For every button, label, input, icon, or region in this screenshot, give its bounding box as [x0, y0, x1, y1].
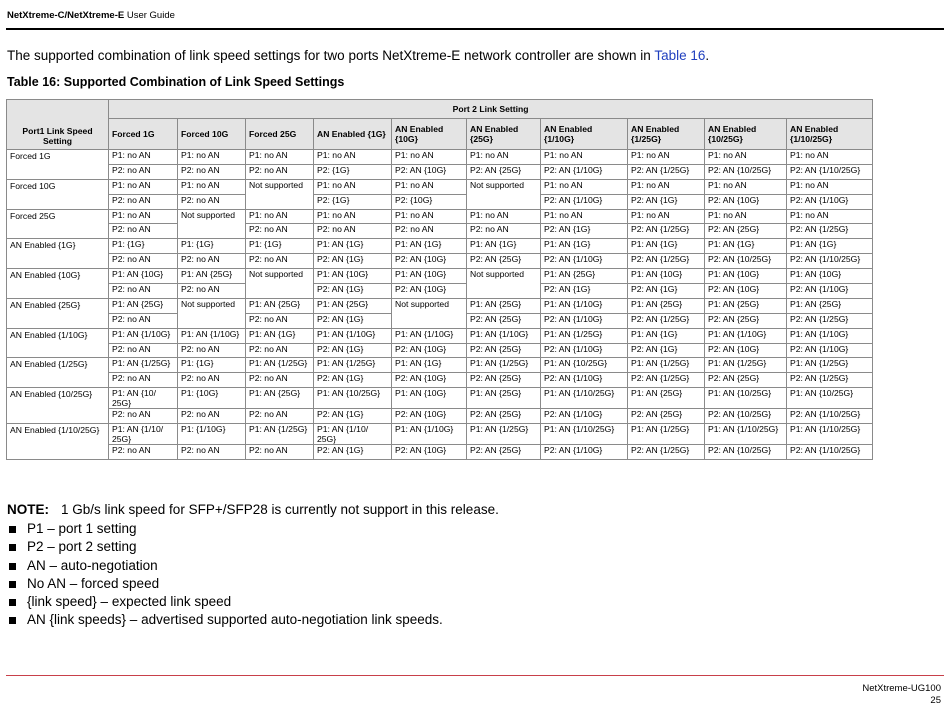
- table-cell: P1: AN {1/10/25G}: [705, 424, 787, 445]
- table-cell: P1: no AN: [541, 150, 628, 165]
- table-cell: P1: AN {1G}: [467, 239, 541, 254]
- port1-setting-label: AN Enabled {1/10G}: [7, 328, 109, 358]
- list-item-text: P2 – port 2 setting: [27, 539, 137, 555]
- table-cell: P1: AN {1G}: [541, 239, 628, 254]
- table-cell: P1: AN {1/10G}: [392, 424, 467, 445]
- note: [7, 502, 499, 517]
- table-cell: P1: no AN: [314, 150, 392, 165]
- column-header: AN Enabled {1/10/25G}: [787, 119, 873, 150]
- table-cell: P2: AN {1/25G}: [787, 373, 873, 388]
- table-cell: P1: AN {1G}: [246, 328, 314, 343]
- table-cell: P2: no AN: [178, 373, 246, 388]
- list-item-text: AN – auto-negotiation: [27, 557, 158, 573]
- table-cell: P2: no AN: [178, 164, 246, 179]
- table-cell: P1: AN {1/25G}: [467, 358, 541, 373]
- table-cell: P2: AN {1G}: [314, 445, 392, 460]
- table-cell: P1: AN {1G}: [628, 239, 705, 254]
- table-cell: P1: no AN: [628, 179, 705, 194]
- table-row: [7, 194, 873, 209]
- table-cell: P2: AN {10G}: [392, 409, 467, 424]
- table-row: [7, 298, 873, 313]
- table-cell: P2: AN {1/25G}: [628, 164, 705, 179]
- table-16-link[interactable]: Table 16: [654, 48, 706, 63]
- table-cell: P1: AN {1/10/25G}: [787, 424, 873, 445]
- table-cell: P2: no AN: [246, 254, 314, 269]
- table-cell: P2: AN {1/10/25G}: [787, 445, 873, 460]
- table-cell: P1: {1G}: [178, 239, 246, 254]
- port1-setting-label: AN Enabled {1G}: [7, 239, 109, 269]
- table-cell: P2: AN {25G}: [467, 409, 541, 424]
- table-cell: P1: AN {1G}: [392, 358, 467, 373]
- table-cell: P2: no AN: [178, 445, 246, 460]
- table-cell: P1: no AN: [314, 179, 392, 194]
- table-cell: P1: AN {10/25G}: [541, 358, 628, 373]
- table-cell: P2: no AN: [392, 224, 467, 239]
- table-cell: Not supported: [246, 179, 314, 209]
- table-cell: P2: AN {10G}: [392, 445, 467, 460]
- table-cell: P1: no AN: [392, 150, 467, 165]
- bullet-square-icon: [9, 526, 16, 533]
- group-header-cell: Port 2 Link Setting: [109, 100, 873, 119]
- table-cell: P1: AN {1G}: [314, 239, 392, 254]
- table-cell: P1: no AN: [787, 209, 873, 224]
- table-cell: P1: no AN: [628, 209, 705, 224]
- table-cell: P2: no AN: [246, 343, 314, 358]
- table-cell: P1: AN {25G}: [178, 269, 246, 284]
- table-cell: P2: AN {10G}: [392, 373, 467, 388]
- table-cell: P2: AN {1/25G}: [628, 445, 705, 460]
- table-cell: P2: AN {10/25G}: [705, 164, 787, 179]
- table-cell: P1: AN {1/25G}: [787, 358, 873, 373]
- table-cell: P2: no AN: [246, 373, 314, 388]
- table-cell: P1: AN {10G}: [628, 269, 705, 284]
- table-cell: P2: AN {1/10/25G}: [787, 164, 873, 179]
- list-item-text: {link speed} – expected link speed: [27, 594, 232, 610]
- table-cell: P1: AN {1/25G}: [467, 424, 541, 445]
- table-cell: P2: AN {1G}: [541, 224, 628, 239]
- table-row: [7, 284, 873, 299]
- table-row: [7, 164, 873, 179]
- bullet-square-icon: [9, 581, 16, 588]
- table-row: [7, 179, 873, 194]
- table-cell: P2: no AN: [109, 373, 178, 388]
- table-cell: P1: AN {1/10/25G}: [541, 388, 628, 409]
- table-cell: P2: AN {1/10G}: [541, 343, 628, 358]
- bullet-square-icon: [9, 599, 16, 606]
- table-cell: P1: AN {25G}: [628, 388, 705, 409]
- bullet-square-icon: [9, 544, 16, 551]
- table-cell: P2: {1G}: [314, 164, 392, 179]
- table-cell: P1: AN {1/25G}: [109, 358, 178, 373]
- table-cell: P1: AN {10/25G}: [705, 388, 787, 409]
- table-cell: P1: AN {10/ 25G}: [109, 388, 178, 409]
- table-cell: P1: AN {1/10G}: [109, 328, 178, 343]
- note-text: 1 Gb/s link speed for SFP+/SFP28 is currently not support in this release.: [61, 502, 499, 517]
- table-cell: P2: no AN: [109, 445, 178, 460]
- table-cell: P1: AN {1/10G}: [314, 328, 392, 343]
- table-cell: P2: no AN: [246, 164, 314, 179]
- table-cell: P1: AN {1/10/ 25G}: [109, 424, 178, 445]
- table-cell: P2: AN {1/25G}: [628, 373, 705, 388]
- header-doc: User Guide: [126, 10, 175, 21]
- column-header: AN Enabled {10G}: [392, 119, 467, 150]
- table-row: [7, 209, 873, 224]
- table-cell: P1: AN {1/25G}: [628, 358, 705, 373]
- table-cell: P2: no AN: [109, 409, 178, 424]
- table-cell: P2: AN {25G}: [705, 373, 787, 388]
- table-cell: P1: no AN: [541, 179, 628, 194]
- table-cell: P2: AN {1G}: [314, 284, 392, 299]
- table-row: [7, 150, 873, 165]
- table-cell: P1: AN {25G}: [467, 298, 541, 313]
- footer-divider: [6, 675, 944, 676]
- table-cell: P2: AN {25G}: [467, 254, 541, 269]
- table-cell: P1: no AN: [392, 179, 467, 194]
- table-cell: P2: AN {1/10G}: [541, 164, 628, 179]
- table-cell: P1: AN {10G}: [392, 388, 467, 409]
- table-cell: P1: AN {1/25G}: [246, 424, 314, 445]
- table-cell: P1: AN {10G}: [392, 269, 467, 284]
- table-cell: P2: no AN: [178, 254, 246, 269]
- table-cell: P1: no AN: [314, 209, 392, 224]
- page-number: 25: [930, 695, 941, 706]
- page-header: [7, 10, 175, 21]
- table-cell: P1: AN {10G}: [705, 269, 787, 284]
- table-cell: P2: AN {10G}: [705, 194, 787, 209]
- list-item: [7, 593, 443, 611]
- table-cell: P2: AN {1G}: [628, 284, 705, 299]
- table-cell: Not supported: [467, 179, 541, 209]
- table-cell: P1: AN {25G}: [467, 388, 541, 409]
- table-cell: P1: no AN: [392, 209, 467, 224]
- table-cell: Not supported: [246, 269, 314, 299]
- table-cell: P2: AN {1/10G}: [541, 445, 628, 460]
- table-row: [7, 239, 873, 254]
- table-cell: P1: no AN: [467, 150, 541, 165]
- table-cell: P2: AN {1/25G}: [628, 224, 705, 239]
- table-cell: P2: AN {25G}: [628, 409, 705, 424]
- table-cell: P1: AN {1/10G}: [392, 328, 467, 343]
- table-cell: P1: no AN: [178, 179, 246, 194]
- table-cell: P1: {10G}: [178, 388, 246, 409]
- table-cell: P2: {10G}: [392, 194, 467, 209]
- page-footer: [862, 683, 941, 707]
- note-label: NOTE:: [7, 502, 49, 517]
- table-cell: P1: AN {1/10G}: [541, 298, 628, 313]
- table-row: [7, 445, 873, 460]
- table-cell: P1: no AN: [628, 150, 705, 165]
- table-cell: P1: AN {25G}: [246, 388, 314, 409]
- table-cell: P2: no AN: [314, 224, 392, 239]
- column-header: AN Enabled {1G}: [314, 119, 392, 150]
- table-row: [7, 409, 873, 424]
- table-cell: P2: AN {1G}: [314, 254, 392, 269]
- table-cell: P2: AN {25G}: [467, 343, 541, 358]
- list-item: [7, 611, 443, 629]
- table-cell: P2: no AN: [246, 313, 314, 328]
- table-cell: P2: no AN: [109, 164, 178, 179]
- table-cell: P1: AN {1G}: [628, 328, 705, 343]
- table-cell: P1: AN {10/25G}: [314, 388, 392, 409]
- intro-text: The supported combination of link speed settings for two ports NetXtreme-E network controller are shown in: [7, 48, 655, 63]
- table-cell: P2: AN {10G}: [392, 343, 467, 358]
- table-cell: P1: AN {1/10G}: [705, 328, 787, 343]
- table-cell: P1: no AN: [705, 179, 787, 194]
- table-cell: P2: AN {1G}: [628, 194, 705, 209]
- table-cell: P2: AN {1/25G}: [628, 254, 705, 269]
- table-cell: P2: AN {1/10G}: [541, 373, 628, 388]
- table-cell: P2: AN {1/10/25G}: [787, 254, 873, 269]
- table-cell: P1: AN {1/10G}: [787, 328, 873, 343]
- column-header: Forced 25G: [246, 119, 314, 150]
- table-cell: P1: AN {25G}: [246, 298, 314, 313]
- port1-setting-label: Forced 25G: [7, 209, 109, 239]
- table-cell: P2: AN {1G}: [314, 409, 392, 424]
- table-cell: P2: AN {25G}: [467, 313, 541, 328]
- table-row: [7, 224, 873, 239]
- table-cell: P1: no AN: [109, 209, 178, 224]
- table-cell: P1: no AN: [467, 209, 541, 224]
- table-cell: P2: AN {1/25G}: [787, 224, 873, 239]
- table-cell: P1: no AN: [246, 209, 314, 224]
- list-item: [7, 520, 443, 538]
- list-item-text: AN {link speeds} – advertised supported auto-negotiation link speeds.: [27, 612, 443, 628]
- table-cell: P2: AN {10/25G}: [705, 254, 787, 269]
- table-cell: P2: no AN: [178, 284, 246, 299]
- column-header: AN Enabled {1/25G}: [628, 119, 705, 150]
- table-cell: P2: no AN: [109, 194, 178, 209]
- table-cell: P1: no AN: [246, 150, 314, 165]
- table-row: [7, 358, 873, 373]
- table-cell: P2: no AN: [109, 313, 178, 328]
- table-title: Table 16: Supported Combination of Link Speed Settings: [7, 75, 345, 89]
- table-row: [7, 328, 873, 343]
- table-cell: P1: AN {25G}: [314, 298, 392, 313]
- table-cell: P1: AN {1/10/ 25G}: [314, 424, 392, 445]
- table-cell: P1: AN {1/10G}: [178, 328, 246, 343]
- table-cell: P1: AN {10G}: [109, 269, 178, 284]
- header-divider: [6, 28, 944, 30]
- table-cell: P1: no AN: [541, 209, 628, 224]
- table-cell: P1: AN {1/25G}: [314, 358, 392, 373]
- table-cell: Not supported: [178, 298, 246, 328]
- table-cell: P2: AN {1/10G}: [541, 254, 628, 269]
- table-cell: P2: AN {1/10G}: [787, 194, 873, 209]
- table-cell: P2: AN {1G}: [314, 343, 392, 358]
- table-cell: P2: AN {10G}: [392, 164, 467, 179]
- intro-paragraph: [7, 48, 709, 63]
- table-cell: P1: {1G}: [246, 239, 314, 254]
- table-cell: P2: no AN: [109, 284, 178, 299]
- bullet-square-icon: [9, 617, 16, 624]
- column-header: AN Enabled {1/10G}: [541, 119, 628, 150]
- column-header: AN Enabled {25G}: [467, 119, 541, 150]
- table-cell: P2: no AN: [246, 224, 314, 239]
- table-cell: P1: AN {25G}: [109, 298, 178, 313]
- table-cell: P2: AN {25G}: [705, 313, 787, 328]
- table-cell: P1: AN {10G}: [314, 269, 392, 284]
- table-cell: P1: no AN: [787, 179, 873, 194]
- table-cell: P2: AN {1G}: [628, 343, 705, 358]
- table-cell: P1: no AN: [705, 209, 787, 224]
- list-item: [7, 575, 443, 593]
- table-cell: P1: AN {10G}: [787, 269, 873, 284]
- table-row: [7, 343, 873, 358]
- table-cell: P1: AN {1/25G}: [705, 358, 787, 373]
- table-cell: P1: {1/10G}: [178, 424, 246, 445]
- table-cell: P2: AN {25G}: [705, 224, 787, 239]
- table-row: [7, 388, 873, 409]
- port1-setting-label: AN Enabled {25G}: [7, 298, 109, 328]
- table-cell: P2: AN {10G}: [392, 254, 467, 269]
- table-cell: P2: AN {1/25G}: [628, 313, 705, 328]
- legend-list: [7, 520, 443, 630]
- table-cell: P1: {1G}: [109, 239, 178, 254]
- port1-setting-label: AN Enabled {1/10/25G}: [7, 424, 109, 460]
- table-cell: P2: AN {1G}: [314, 373, 392, 388]
- table-cell: P2: no AN: [109, 343, 178, 358]
- table-cell: P2: AN {25G}: [467, 373, 541, 388]
- table-cell: P1: AN {25G}: [541, 269, 628, 284]
- port1-setting-label: AN Enabled {10/25G}: [7, 388, 109, 424]
- table-cell: Not supported: [392, 298, 467, 328]
- header-product: NetXtreme-C/NetXtreme-E: [7, 10, 125, 21]
- table-cell: Not supported: [467, 269, 541, 299]
- row-header-cell: Port1 Link Speed Setting: [7, 100, 109, 150]
- table-cell: P2: no AN: [178, 409, 246, 424]
- table-cell: P2: {1G}: [314, 194, 392, 209]
- column-header: Forced 10G: [178, 119, 246, 150]
- table-cell: P1: no AN: [787, 150, 873, 165]
- table-row: [7, 269, 873, 284]
- table-row: [7, 254, 873, 269]
- table-cell: P1: AN {10/25G}: [787, 388, 873, 409]
- intro-end: .: [705, 48, 710, 63]
- port1-setting-label: AN Enabled {10G}: [7, 269, 109, 299]
- table-cell: P1: {1G}: [178, 358, 246, 373]
- table-cell: P1: AN {1/10/25G}: [541, 424, 628, 445]
- table-cell: P2: AN {10/25G}: [705, 409, 787, 424]
- port1-setting-label: AN Enabled {1/25G}: [7, 358, 109, 388]
- list-item: [7, 538, 443, 556]
- table-cell: P2: AN {25G}: [467, 445, 541, 460]
- list-item: [7, 557, 443, 575]
- table-cell: P1: AN {25G}: [628, 298, 705, 313]
- table-cell: P1: no AN: [109, 179, 178, 194]
- table-cell: P2: no AN: [109, 254, 178, 269]
- list-item-text: P1 – port 1 setting: [27, 521, 137, 536]
- table-cell: P2: AN {1/10G}: [541, 313, 628, 328]
- table-cell: P1: no AN: [109, 150, 178, 165]
- table-cell: P2: AN {10/25G}: [705, 445, 787, 460]
- table-cell: P1: AN {1G}: [392, 239, 467, 254]
- table-cell: P2: AN {1/10G}: [787, 284, 873, 299]
- table-cell: P2: no AN: [246, 445, 314, 460]
- table-cell: P2: AN {10G}: [392, 284, 467, 299]
- table-cell: P1: no AN: [178, 150, 246, 165]
- table-cell: P2: AN {1G}: [541, 284, 628, 299]
- table-cell: P2: AN {1/10/25G}: [787, 409, 873, 424]
- table-row: [7, 373, 873, 388]
- table-cell: P1: no AN: [705, 150, 787, 165]
- table-cell: P2: AN {25G}: [467, 164, 541, 179]
- table-cell: P2: no AN: [109, 224, 178, 239]
- table-cell: P2: no AN: [178, 343, 246, 358]
- table-cell: Not supported: [178, 209, 246, 239]
- table-row: [7, 424, 873, 445]
- table-cell: P2: AN {10G}: [705, 284, 787, 299]
- port1-setting-label: Forced 1G: [7, 150, 109, 180]
- list-item-text: No AN – forced speed: [27, 575, 160, 591]
- column-header: Forced 1G: [109, 119, 178, 150]
- table-cell: P1: AN {1/25G}: [628, 424, 705, 445]
- bullet-square-icon: [9, 563, 16, 570]
- table-cell: P1: AN {1G}: [787, 239, 873, 254]
- table-cell: P2: AN {1G}: [314, 313, 392, 328]
- port1-setting-label: Forced 10G: [7, 179, 109, 209]
- table-cell: P2: AN {10G}: [705, 343, 787, 358]
- footer-doc-id: NetXtreme-UG100: [862, 683, 941, 694]
- table-cell: P1: AN {25G}: [787, 298, 873, 313]
- table-cell: P1: AN {1/25G}: [541, 328, 628, 343]
- table-cell: P2: AN {1/10G}: [541, 194, 628, 209]
- table-cell: P2: no AN: [246, 409, 314, 424]
- link-speed-table: [6, 99, 873, 460]
- column-header: AN Enabled {10/25G}: [705, 119, 787, 150]
- table-cell: P1: AN {1G}: [705, 239, 787, 254]
- table-cell: P2: AN {1/25G}: [787, 313, 873, 328]
- table-cell: P1: AN {1/25G}: [246, 358, 314, 373]
- table-cell: P2: AN {1/10G}: [787, 343, 873, 358]
- table-cell: P2: no AN: [178, 194, 246, 209]
- table-cell: P2: no AN: [467, 224, 541, 239]
- table-cell: P2: AN {1/10G}: [541, 409, 628, 424]
- table-cell: P1: AN {25G}: [705, 298, 787, 313]
- table-cell: P1: AN {1/10G}: [467, 328, 541, 343]
